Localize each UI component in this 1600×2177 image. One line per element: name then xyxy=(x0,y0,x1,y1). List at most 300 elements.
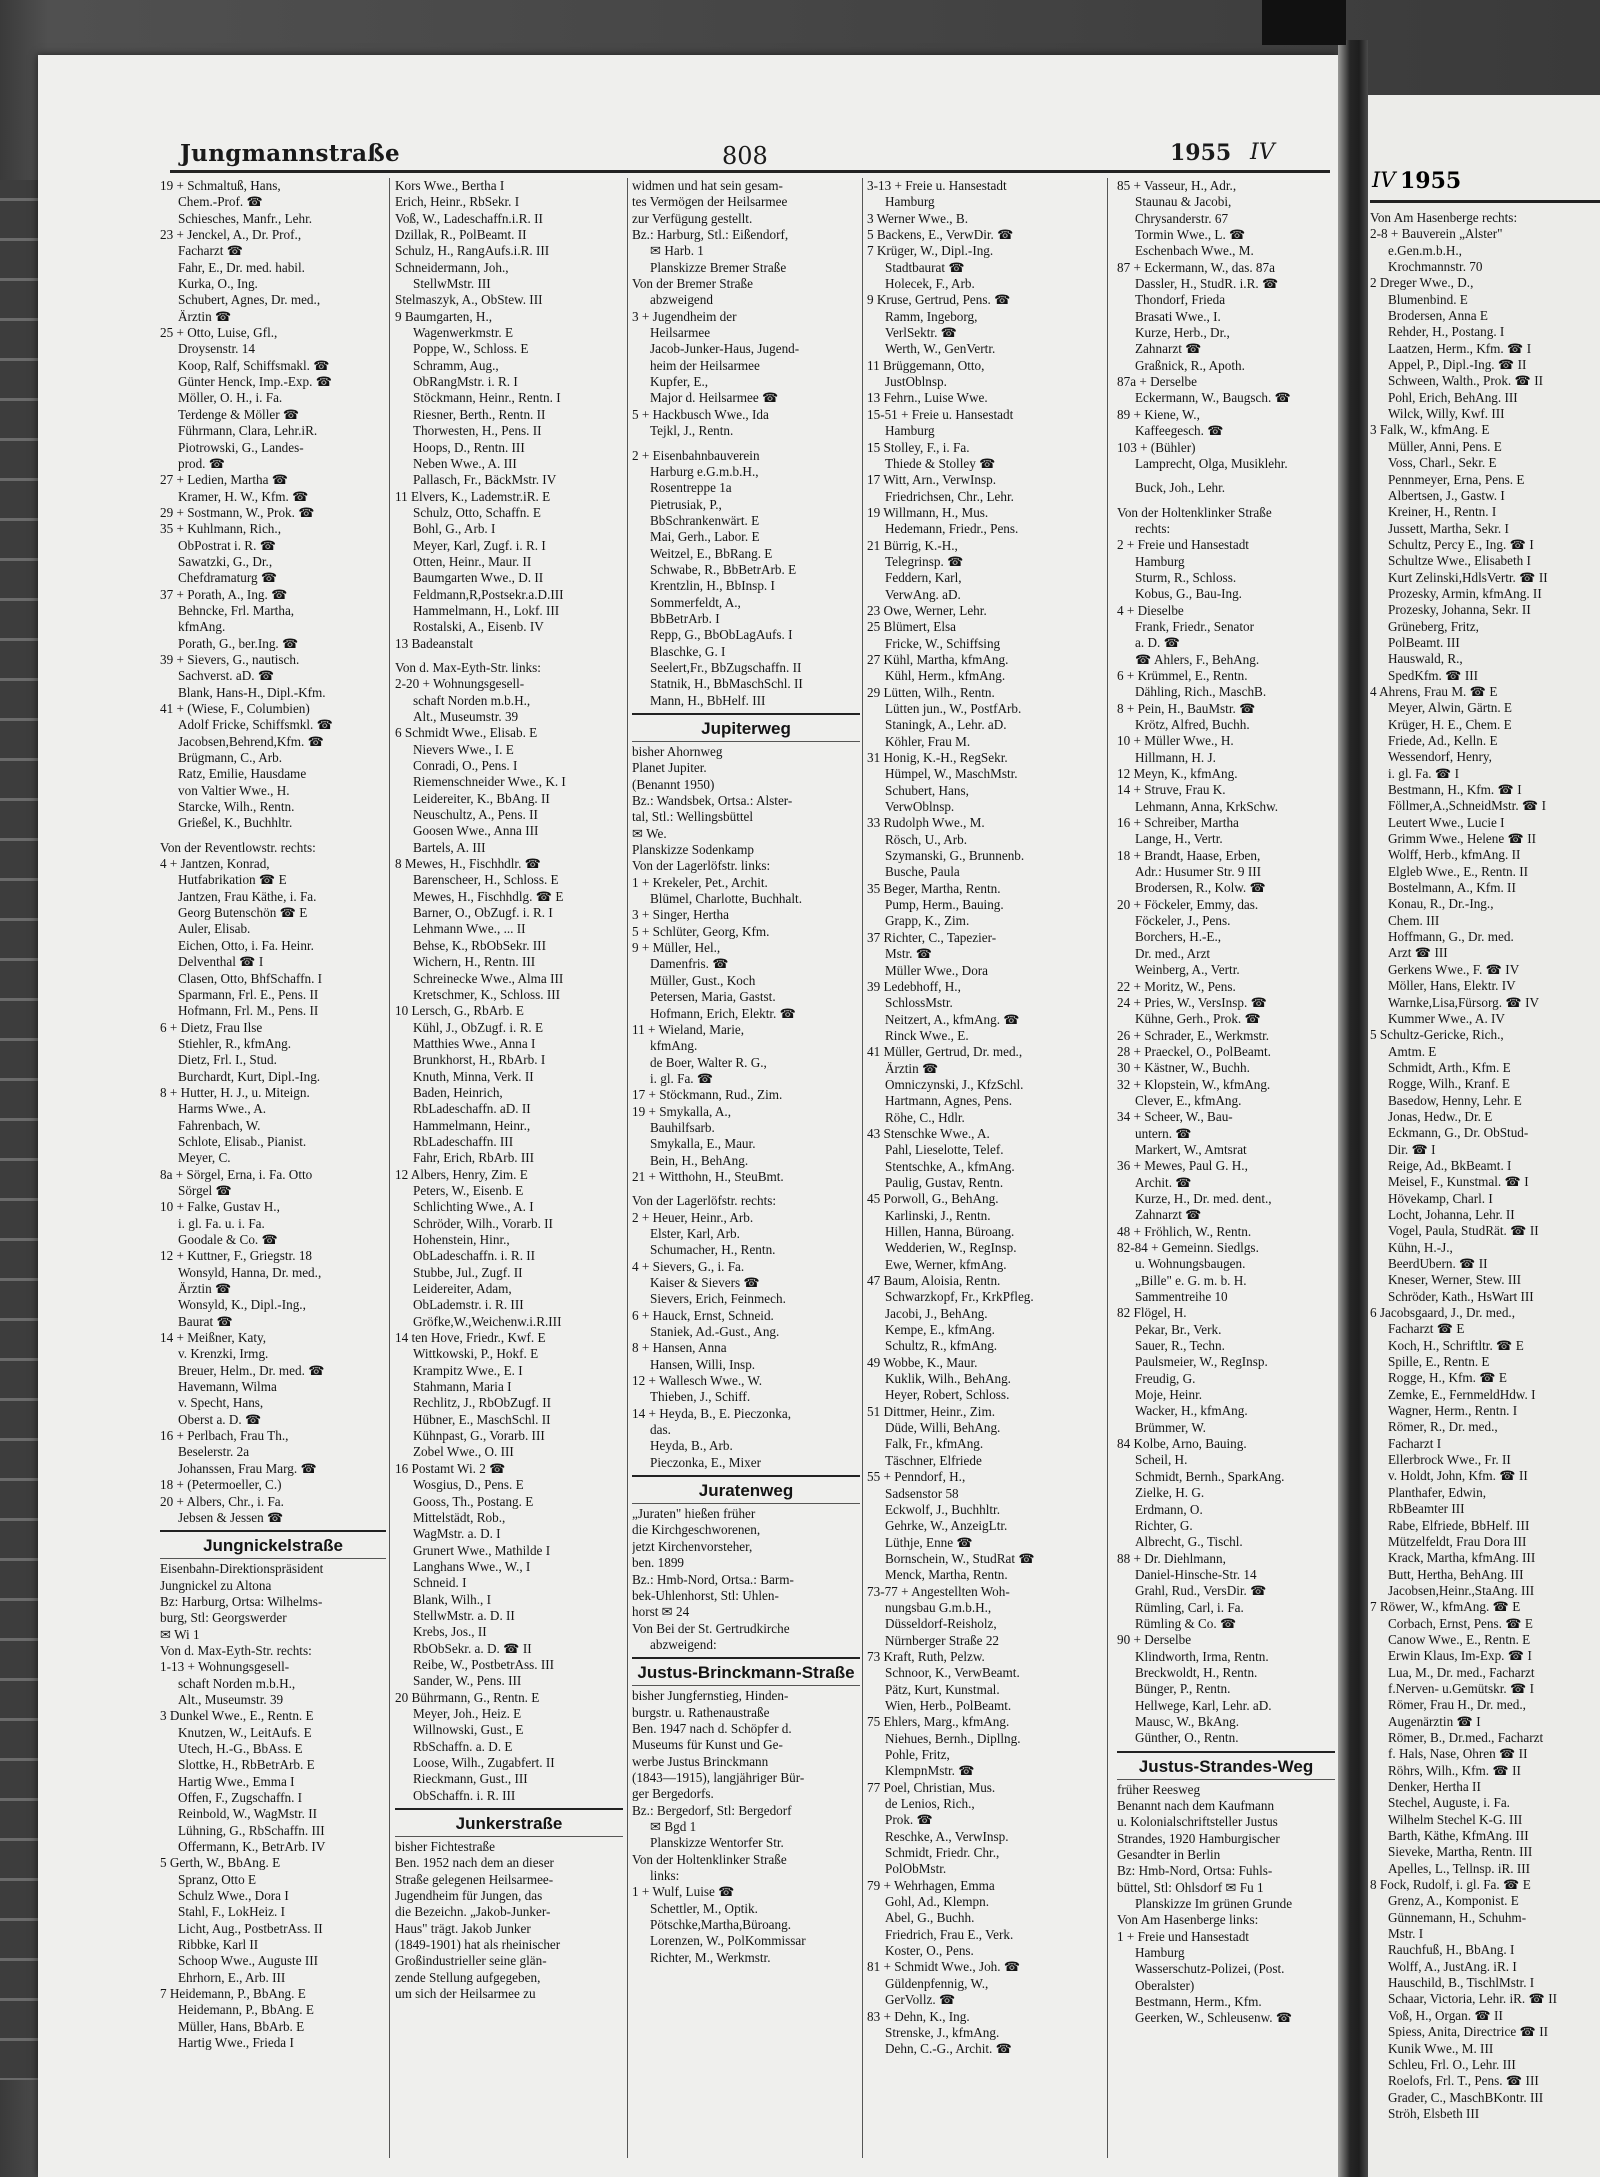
resident-entry: Möller, Hans, Elektr. IV xyxy=(1388,978,1516,994)
address-entry: 5 Gerth, W., BbAng. E xyxy=(160,1855,281,1871)
resident-entry: Schnoor, K., VerwBeamt. xyxy=(885,1665,1020,1681)
resident-entry: Röhe, C., Hdlr. xyxy=(885,1109,965,1125)
address-entry: Von der Bremer Straße xyxy=(632,276,753,292)
resident-entry: Bestmann, Herm., Kfm. xyxy=(1135,1994,1262,2010)
resident-entry: Sadsenstor 58 xyxy=(885,1485,959,1501)
resident-entry: BbBetrArb. I xyxy=(650,610,720,626)
address-entry: 26 + Schrader, E., Werkmstr. xyxy=(1117,1027,1270,1043)
resident-entry: Moje, Heinr. xyxy=(1135,1387,1203,1403)
resident-entry: abzweigend xyxy=(650,292,713,308)
resident-entry: Schlichting Wwe., A. I xyxy=(413,1199,534,1215)
resident-entry: Peters, W., Eisenb. E xyxy=(413,1182,524,1198)
directory-column-1 xyxy=(160,178,386,2153)
address-entry: Ben. 1952 nach dem an dieser xyxy=(395,1855,554,1871)
resident-entry: Mausc, W., BkAng. xyxy=(1135,1713,1240,1729)
resident-entry: Archit. ☎ xyxy=(1135,1174,1192,1190)
address-entry: 6 Schmidt Wwe., Elisab. E xyxy=(395,725,538,741)
resident-entry: Kramer, H. W., Kfm. ☎ xyxy=(178,488,309,504)
address-entry: 21 Bürrig, K.-H., xyxy=(867,537,958,553)
resident-entry: Gerkens Wwe., F. ☎ IV xyxy=(1388,961,1520,977)
resident-entry: Kummer Wwe., A. IV xyxy=(1388,1010,1505,1026)
address-entry: Dzillak, R., PolBeamt. II xyxy=(395,227,527,243)
resident-entry: Zemke, E., FernmeldHdw. I xyxy=(1388,1386,1536,1402)
resident-entry: Werth, W., GenVertr. xyxy=(885,341,996,357)
resident-entry: Ramm, Ingeborg, xyxy=(885,308,978,324)
resident-entry: Pekar, Br., Verk. xyxy=(1135,1321,1222,1337)
resident-entry: Rechlitz, J., RbObZugf. II xyxy=(413,1395,552,1411)
address-entry: 41 + (Wiese, F., Columbien) xyxy=(160,701,310,716)
resident-entry: Staunau & Jacobi, xyxy=(1135,194,1232,210)
address-entry: 10 + Falke, Gustav H., xyxy=(160,1199,280,1215)
resident-entry: Rosentreppe 1a xyxy=(650,480,732,496)
address-entry: Schulz, H., RangAufs.i.R. III xyxy=(395,243,550,259)
resident-entry: Johanssen, Frau Marg. ☎ xyxy=(178,1460,317,1476)
address-entry: 9 Baumgarten, H., xyxy=(395,308,493,324)
resident-entry: Pohl, Erich, BehAng. III xyxy=(1388,389,1518,405)
resident-entry: Kobus, G., Bau-Ing. xyxy=(1135,586,1242,602)
address-entry: Von d. Max-Eyth-Str. links: xyxy=(395,659,541,675)
resident-entry: Hohenstein, Hinr., xyxy=(413,1232,510,1247)
address-entry: 7 Krüger, W., Dipl.-Ing. xyxy=(867,243,994,259)
resident-entry: RbObSekr. a. D. ☎ II xyxy=(413,1640,532,1656)
resident-entry: Schlote, Elisab., Pianist. xyxy=(178,1133,307,1149)
address-entry: zende Stellung aufgegeben, xyxy=(395,1969,541,1985)
resident-entry: Rösch, U., Arb. xyxy=(885,831,968,847)
resident-entry: Dr. med., Arzt xyxy=(1135,945,1211,961)
address-entry: 5 + Schlüter, Georg, Kfm. xyxy=(632,923,770,939)
resident-entry: prod. ☎ xyxy=(178,455,226,471)
resident-entry: Jacobi, J., BehAng. xyxy=(885,1305,988,1321)
resident-entry: Schoop Wwe., Auguste III xyxy=(178,1953,319,1969)
address-entry: Von Am Hasenberge rechts: xyxy=(1370,210,1518,225)
address-entry: Straße gelegenen Heilsarmee- xyxy=(395,1871,554,1887)
resident-entry: Riemenschneider Wwe., K. I xyxy=(413,774,566,790)
resident-entry: Grießel, K., Buchhltr. xyxy=(178,815,293,831)
resident-entry: Strenske, J., kfmAng. xyxy=(885,2024,1000,2040)
address-entry: 48 + Fröhlich, W., Rentn. xyxy=(1117,1223,1252,1239)
address-entry: 14 + Meißner, Katy, xyxy=(160,1330,267,1346)
resident-entry: Kurka, O., Ing. xyxy=(178,276,258,292)
resident-entry: Erdmann, O. xyxy=(1135,1501,1203,1517)
directory-column-5 xyxy=(1117,178,1335,2153)
resident-entry: Ellerbrock Wwe., Fr. II xyxy=(1388,1452,1511,1468)
address-entry: 14 ten Hove, Friedr., Kwf. E xyxy=(395,1330,546,1346)
resident-entry: Konau, R., Dr.-Ing., xyxy=(1388,896,1494,912)
resident-entry: Georg Butenschön ☎ E xyxy=(178,905,308,921)
address-entry: burgstr. u. Rathenaustraße xyxy=(632,1704,770,1720)
resident-entry: Utech, H.-G., BbAss. E xyxy=(178,1740,303,1756)
resident-entry: Wosgius, D., Pens. E xyxy=(413,1477,524,1493)
address-entry: Voß, W., Ladeschaffn.i.R. II xyxy=(395,210,543,226)
resident-entry: BbSchrankenwärt. E xyxy=(650,512,760,528)
resident-entry: Schröder, Wilh., Vorarb. II xyxy=(413,1215,553,1231)
resident-entry: Stiehler, R., kfmAng. xyxy=(178,1035,292,1051)
resident-entry: Kneser, Werner, Stew. III xyxy=(1388,1272,1521,1288)
address-entry: 4 Ahrens, Frau M. ☎ E xyxy=(1370,683,1498,699)
resident-entry: Rieckmann, Gust., III xyxy=(413,1771,528,1787)
resident-entry: Hoffmann, G., Dr. med. xyxy=(1388,929,1514,945)
address-entry: 75 Ehlers, Marg., kfmAng. xyxy=(867,1714,1010,1730)
resident-entry: RbLadeschaffn. III xyxy=(413,1133,514,1149)
address-entry: 25 Blümert, Elsa xyxy=(867,619,957,635)
address-entry: 88 + Dr. Diehlmann, xyxy=(1117,1550,1226,1566)
address-entry: 37 + Porath, A., Ing. ☎ xyxy=(160,586,288,602)
resident-entry: ObRangMstr. i. R. I xyxy=(413,374,518,390)
resident-entry: Clever, E., kfmAng. xyxy=(1135,1092,1242,1108)
resident-entry: Conradi, O., Pens. I xyxy=(413,758,518,774)
address-entry: 18 + (Petermoeller, C.) xyxy=(160,1477,282,1493)
address-entry: 14 + Heyda, B., E. Pieczonka, xyxy=(632,1405,792,1421)
resident-entry: Goodale & Co. ☎ xyxy=(178,1232,278,1247)
resident-entry: Langhans Wwe., W., I xyxy=(413,1558,531,1574)
address-entry: tes Vermögen der Heilsarmee xyxy=(632,194,788,210)
resident-entry: SchlossMstr. xyxy=(885,995,953,1011)
resident-entry: Riesner, Berth., Rentn. II xyxy=(413,406,546,422)
resident-entry: v. Specht, Hans, xyxy=(178,1395,264,1411)
address-entry: 37 Richter, C., Tapezier- xyxy=(867,929,997,945)
resident-entry: Ärztin ☎ xyxy=(885,1060,939,1076)
resident-entry: Koch, H., Schriftltr. ☎ E xyxy=(1388,1337,1524,1353)
resident-entry: Lütten jun., W., PostfArb. xyxy=(885,701,1022,716)
address-entry: 18 + Brandt, Haase, Erben, xyxy=(1117,847,1261,863)
resident-entry: Ehrhorn, E., Arb. III xyxy=(178,1969,286,1985)
address-entry: Planet Jupiter. xyxy=(632,760,707,776)
address-entry: 31 Honig, K.-H., RegSekr. xyxy=(867,750,1008,766)
address-entry: 83 + Dehn, K., Ing. xyxy=(867,2008,970,2024)
address-entry: die Bezeichn. „Jakob-Junker- xyxy=(395,1904,551,1920)
street-heading: Jungnickelstraße xyxy=(160,1530,386,1559)
resident-entry: Meyer, C. xyxy=(178,1150,231,1166)
resident-entry: ObSchaffn. i. R. III xyxy=(413,1787,516,1803)
resident-entry: BeerdUbern. ☎ II xyxy=(1388,1256,1488,1271)
resident-entry: Heilsarmee xyxy=(650,325,711,341)
address-entry: 16 + Schreiber, Martha xyxy=(1117,815,1239,831)
resident-entry: Schultz, Percy E., Ing. ☎ I xyxy=(1388,536,1534,552)
address-entry: 25 + Otto, Luise, Gfl., xyxy=(160,325,278,341)
resident-entry: Kühl, Herm., kfmAng. xyxy=(885,668,1006,684)
address-entry: 19 + Smykalla, A., xyxy=(632,1103,732,1119)
resident-entry: Major d. Heilsarmee ☎ xyxy=(650,390,779,406)
address-entry: 8 Fock, Rudolf, i. gl. Fa. ☎ E xyxy=(1370,1877,1531,1893)
address-entry: 12 Meyn, K., kfmAng. xyxy=(1117,766,1238,782)
resident-entry: Schreinecke Wwe., Alma III xyxy=(413,970,564,986)
resident-entry: Amtm. E xyxy=(1388,1043,1437,1059)
resident-entry: Spille, E., Rentn. E xyxy=(1388,1354,1490,1370)
resident-entry: JustOblnsp. xyxy=(885,374,947,390)
resident-entry: KlempnMstr. ☎ xyxy=(885,1763,975,1779)
resident-entry: Ärztin ☎ xyxy=(178,1281,232,1297)
resident-entry: Kurt Zelinski,HdlsVertr. ☎ II xyxy=(1388,569,1548,585)
resident-entry: Pötschke,Martha,Büroang. xyxy=(650,1917,792,1933)
resident-entry: Facharzt ☎ xyxy=(178,243,244,259)
resident-entry: Chem.-Prof. ☎ xyxy=(178,194,263,210)
section-gap xyxy=(1117,472,1335,480)
resident-entry: Krack, Martha, kfmAng. III xyxy=(1388,1550,1536,1566)
resident-entry: Nievers Wwe., I. E xyxy=(413,741,514,757)
resident-entry: Weitzel, E., BbRang. E xyxy=(650,545,773,561)
resident-entry: Zahnarzt ☎ xyxy=(1135,1207,1202,1223)
section-gap xyxy=(395,652,623,660)
resident-entry: heim der Heilsarmee xyxy=(650,357,760,373)
resident-entry: GerVollz. ☎ xyxy=(885,1992,956,2008)
resident-entry: Adolf Fricke, Schiffsmkl. ☎ xyxy=(178,717,334,733)
resident-entry: Heidemann, P., BbAng. E xyxy=(178,2002,314,2018)
address-entry: Von der Holtenklinker Straße xyxy=(632,1851,787,1867)
address-entry: u. Kolonialschriftsteller Justus xyxy=(1117,1814,1278,1830)
resident-entry: Köhler, Frau M. xyxy=(885,733,971,749)
resident-entry: Bein, H., BehAng. xyxy=(650,1152,749,1168)
address-entry: 12 + Kuttner, F., Griegstr. 18 xyxy=(160,1248,313,1264)
address-entry: 79 + Wehrhagen, Emma xyxy=(867,1877,995,1893)
resident-entry: Rümling & Co. ☎ xyxy=(1135,1615,1237,1631)
resident-entry: Schmidt, Friedr. Chr., xyxy=(885,1845,1000,1861)
resident-entry: Planskizze Im grünen Grunde xyxy=(1135,1896,1293,1912)
address-entry: 4 + Sievers, G., i. Fa. xyxy=(632,1258,745,1274)
address-entry: 1-13 + Wohnungsgesell- xyxy=(160,1659,290,1675)
address-entry: 47 Baum, Aloisia, Rentn. xyxy=(867,1273,1001,1289)
resident-entry: Krüger, H. E., Chem. E xyxy=(1388,716,1512,732)
address-entry: 9 + Müller, Hel., xyxy=(632,940,721,956)
resident-entry: Schultze Wwe., Elisabeth I xyxy=(1388,553,1531,569)
address-entry: 11 Brüggemann, Otto, xyxy=(867,357,985,373)
address-entry: 3-13 + Freie u. Hansestadt xyxy=(867,178,1007,193)
resident-entry: Rostalski, A., Eisenb. IV xyxy=(413,619,544,635)
street-heading: Justus-Brinckmann-Straße xyxy=(632,1657,860,1686)
address-entry: tal, Stl.: Wellingsbüttel xyxy=(632,809,754,825)
resident-entry: Sturm, R., Schloss. xyxy=(1135,569,1237,585)
address-entry: werbe Justus Brinckmann xyxy=(632,1753,769,1769)
resident-entry: Zobel Wwe., O. III xyxy=(413,1444,514,1460)
address-entry: Von der Lagerlöfstr. links: xyxy=(632,858,771,874)
adjacent-page-edge xyxy=(0,180,38,2080)
address-entry: 15 Stolley, F., i. Fa. xyxy=(867,439,970,455)
resident-entry: Sawatzki, G., Dr., xyxy=(178,553,273,569)
resident-entry: Koop, Ralf, Schiffsmakl. ☎ xyxy=(178,357,330,373)
resident-entry: Slottke, H., RbBetrArb. E xyxy=(178,1757,315,1773)
resident-entry: Schulz Wwe., Dora I xyxy=(178,1888,289,1904)
resident-entry: ✉ Bgd 1 xyxy=(650,1818,697,1834)
resident-entry: Pahl, Lieselotte, Telef. xyxy=(885,1142,1004,1158)
resident-entry: Brunkhorst, H., RbArb. I xyxy=(413,1052,546,1068)
address-entry: 85 + Vasseur, H., Adr., xyxy=(1117,178,1237,193)
resident-entry: Rümling, Carl, i. Fa. xyxy=(1135,1599,1244,1615)
resident-entry: Wonsyld, Hanna, Dr. med., xyxy=(178,1264,322,1280)
resident-entry: Meisel, F., Kunstmal. ☎ I xyxy=(1388,1174,1529,1190)
resident-entry: Barner, O., ObZugf. i. R. I xyxy=(413,905,553,921)
resident-entry: Grüneberg, Fritz, xyxy=(1388,618,1479,634)
resident-entry: Brügmann, C., Arb. xyxy=(178,750,283,766)
resident-entry: Sörgel ☎ xyxy=(178,1182,232,1198)
address-entry: 2 + Freie und Hansestadt xyxy=(1117,537,1249,553)
address-entry: 73-77 + Angestellten Woh- xyxy=(867,1583,1010,1599)
address-entry: Bz.: Harburg, Stl.: Eißendorf, xyxy=(632,227,789,243)
resident-entry: rechts: xyxy=(1135,520,1171,536)
address-entry: 45 Porwoll, G., BehAng. xyxy=(867,1191,999,1207)
address-entry: Planskizze Sodenkamp xyxy=(632,842,754,858)
resident-entry: Menck, Martha, Rentn. xyxy=(885,1567,1008,1583)
address-entry: 21 + Witthohn, H., SteuBmt. xyxy=(632,1168,784,1184)
resident-entry: Jacobsen,Behrend,Kfm. ☎ xyxy=(178,733,325,749)
resident-entry: de Lenios, Rich., xyxy=(885,1796,975,1812)
resident-entry: Zielke, H. G. xyxy=(1135,1485,1205,1501)
directory-column-4 xyxy=(867,178,1095,2153)
resident-entry: Lehmann, Anna, KrkSchw. xyxy=(1135,798,1279,814)
address-entry: büttel, Stl: Ohlsdorf ✉ Fu 1 xyxy=(1117,1879,1264,1895)
resident-entry: Mann, H., BbHelf. III xyxy=(650,692,766,708)
address-entry: Ben. 1947 nach d. Schöpfer d. xyxy=(632,1720,792,1736)
resident-entry: Richter, G. xyxy=(1135,1517,1193,1533)
resident-entry: Sachverst. aD. ☎ xyxy=(178,668,275,684)
resident-entry: Behncke, Frl. Martha, xyxy=(178,602,295,618)
resident-entry: Wonsyld, K., Dipl.-Ing., xyxy=(178,1297,306,1313)
resident-entry: Corbach, Ernst, Pens. ☎ E xyxy=(1388,1615,1533,1631)
resident-entry: Römer, Frau H., Dr. med., xyxy=(1388,1697,1526,1713)
resident-entry: de Boer, Walter R. G., xyxy=(650,1054,767,1070)
resident-entry: Kupfer, E., xyxy=(650,374,709,390)
address-entry: 22 + Moritz, W., Pens. xyxy=(1117,978,1236,994)
resident-entry: Pietrusiak, P., xyxy=(650,496,722,512)
resident-entry: Kempe, E., kfmAng. xyxy=(885,1322,995,1338)
address-entry: 35 Beger, Martha, Rentn. xyxy=(867,880,1001,896)
resident-entry: Repp, G., BbObLagAufs. I xyxy=(650,627,793,643)
resident-entry: Feddern, Karl, xyxy=(885,570,962,586)
resident-entry: Prozesky, Johanna, Sekr. II xyxy=(1388,602,1531,618)
resident-entry: Wasserschutz-Polizei, (Post. xyxy=(1135,1961,1285,1977)
address-entry: 82 Flögel, H. xyxy=(1117,1305,1187,1321)
resident-entry: Appel, P., Dipl.-Ing. ☎ II xyxy=(1388,357,1527,373)
address-entry: 3 Werner Wwe., B. xyxy=(867,210,968,226)
address-entry: Von der Lagerlöfstr. rechts: xyxy=(632,1193,777,1209)
resident-entry: Müller Wwe., Dora xyxy=(885,962,989,978)
address-entry: Schneidermann, Joh., xyxy=(395,259,509,275)
resident-entry: Harburg e.G.m.b.H., xyxy=(650,463,759,479)
resident-entry: Karlinski, J., Rentn. xyxy=(885,1207,991,1223)
resident-entry: Breuer, Helm., Dr. med. ☎ xyxy=(178,1362,325,1378)
resident-entry: abzweigend: xyxy=(650,1636,717,1652)
resident-entry: Lorenzen, W., PolKommissar xyxy=(650,1933,806,1949)
resident-entry: Reschke, A., VerwInsp. xyxy=(885,1828,1009,1844)
resident-entry: Wagenwerkmstr. E xyxy=(413,325,514,341)
resident-entry: Hedemann, Friedr., Pens. xyxy=(885,521,1019,537)
address-entry: 11 Elvers, K., Lademstr.iR. E xyxy=(395,488,551,504)
resident-entry: Stadtbaurat ☎ xyxy=(885,259,965,275)
address-entry: 39 Ledebhoff, H., xyxy=(867,978,961,994)
address-entry: 29 + Sostmann, W., Prok. ☎ xyxy=(160,504,315,520)
resident-entry: Friedrich, Frau E., Verk. xyxy=(885,1926,1014,1942)
resident-entry: StellwMstr. III xyxy=(413,276,491,292)
resident-entry: Hoops, D., Rentn. III xyxy=(413,439,525,455)
resident-entry: Wacker, H., kfmAng. xyxy=(1135,1403,1248,1419)
resident-entry: Eckermann, W., Baugsch. ☎ xyxy=(1135,390,1291,406)
resident-entry: Grahl, Rud., VersDir. ☎ xyxy=(1135,1583,1267,1599)
address-entry: (1843—1915), langjähriger Bür- xyxy=(632,1769,805,1785)
resident-entry: Neitzert, A., kfmAng. ☎ xyxy=(885,1011,1020,1027)
resident-entry: Wessendorf, Henry, xyxy=(1388,749,1492,765)
address-entry: Strandes, 1920 Hamburgischer xyxy=(1117,1830,1280,1846)
resident-entry: Alt., Museumstr. 39 xyxy=(178,1691,284,1707)
resident-entry: WagMstr. a. D. I xyxy=(413,1526,501,1542)
resident-entry: Otten, Heinr., Maur. II xyxy=(413,553,532,569)
resident-entry: Föllmer,A.,SchneidMstr. ☎ I xyxy=(1388,798,1547,814)
resident-entry: Hammelmann, Heinr., xyxy=(413,1117,531,1133)
address-entry: 23 Owe, Werner, Lehr. xyxy=(867,602,987,618)
scan-corner-marker xyxy=(1262,0,1346,45)
resident-entry: Thiede & Stolley ☎ xyxy=(885,455,996,471)
resident-entry: Rogge, Wilh., Kranf. E xyxy=(1388,1076,1510,1092)
address-entry: 16 Postamt Wi. 2 ☎ xyxy=(395,1460,506,1476)
column-divider xyxy=(389,178,390,2158)
resident-entry: Krampitz Wwe., E. I xyxy=(413,1362,523,1378)
address-entry: 8 + Pein, H., BauMstr. ☎ xyxy=(1117,700,1256,716)
resident-entry: Brodersen, Anna E xyxy=(1388,308,1488,324)
resident-entry: Brümmer, W. xyxy=(1135,1419,1206,1435)
address-entry: 11 + Wieland, Marie, xyxy=(632,1021,745,1037)
resident-entry: Schubert, Hans, xyxy=(885,782,969,798)
street-heading: Jupiterweg xyxy=(632,713,860,742)
resident-entry: ✉ Harb. 1 xyxy=(650,243,704,259)
address-entry: 12 Albers, Henry, Zim. E xyxy=(395,1166,528,1182)
resident-entry: Weinberg, A., Vertr. xyxy=(1135,962,1240,978)
address-entry: Benannt nach dem Kaufmann xyxy=(1117,1798,1275,1813)
resident-entry: Güldenpfennig, W., xyxy=(885,1975,989,1991)
resident-entry: Sievers, Erich, Feinmech. xyxy=(650,1291,786,1307)
resident-entry: Starcke, Wilh., Rentn. xyxy=(178,799,295,815)
resident-entry: Stahmann, Maria I xyxy=(413,1379,512,1395)
resident-entry: Baden, Heinrich, xyxy=(413,1084,503,1100)
resident-entry: Albertsen, J., Gastw. I xyxy=(1388,487,1505,503)
resident-entry: Tormin Wwe., L. ☎ xyxy=(1135,227,1246,243)
resident-entry: Stentschke, A., kfmAng. xyxy=(885,1158,1015,1174)
resident-entry: Behse, K., RbObSekr. III xyxy=(413,937,546,953)
resident-entry: Havemann, Wilma xyxy=(178,1379,277,1395)
resident-entry: Lehmann Wwe., ... II xyxy=(413,921,526,937)
address-entry: 20 + Föckeler, Emmy, das. xyxy=(1117,896,1259,912)
street-heading: Juratenweg xyxy=(632,1475,860,1504)
address-entry: 49 Wobbe, K., Maur. xyxy=(867,1354,978,1370)
resident-entry: v. Krenzki, Irmg. xyxy=(178,1346,269,1362)
resident-entry: „Bille" e. G. m. b. H. xyxy=(1135,1272,1247,1288)
address-entry: 10 + Müller Wwe., H. xyxy=(1117,733,1234,749)
resident-entry: Lühning, G., RbSchaffn. III xyxy=(178,1822,325,1838)
resident-entry: Hansen, Willi, Insp. xyxy=(650,1356,756,1372)
address-entry: bisher Ahornweg xyxy=(632,744,723,759)
resident-entry: Kaiser & Sievers ☎ xyxy=(650,1275,760,1290)
resident-entry: Bohl, G., Arb. I xyxy=(413,521,496,537)
resident-entry: Elster, Karl, Arb. xyxy=(650,1225,740,1241)
resident-entry: Blumenbind. E xyxy=(1388,291,1468,307)
resident-entry: Stahl, F., LokHeiz. I xyxy=(178,1904,285,1920)
address-entry: 39 + Sievers, G., nautisch. xyxy=(160,651,300,667)
resident-entry: Zahnarzt ☎ xyxy=(1135,341,1202,357)
resident-entry: Hauschild, B., TischlMstr. I xyxy=(1388,1975,1535,1991)
resident-entry: Beselerstr. 2a xyxy=(178,1444,250,1460)
running-head-street: Jungmannstraße xyxy=(180,140,400,167)
resident-entry: Neben Wwe., A. III xyxy=(413,455,517,471)
resident-entry: Hamburg xyxy=(1135,553,1185,569)
resident-entry: Oberalster) xyxy=(1135,1977,1195,1993)
resident-entry: Sander, W., Pens. III xyxy=(413,1673,522,1689)
resident-entry: Hartmann, Agnes, Pens. xyxy=(885,1093,1013,1109)
resident-entry: Heyda, B., Arb. xyxy=(650,1438,733,1454)
resident-entry: Ewe, Werner, kfmAng. xyxy=(885,1256,1007,1272)
resident-entry: Freudig, G. xyxy=(1135,1370,1196,1386)
resident-entry: Müller, Anni, Pens. E xyxy=(1388,438,1502,454)
resident-entry: Dähling, Rich., MaschB. xyxy=(1135,684,1267,700)
resident-entry: Schramm, Aug., xyxy=(413,357,499,373)
address-entry: 1 + Freie und Hansestadt xyxy=(1117,1928,1249,1944)
resident-entry: Schleu, Frl. O., Lehr. III xyxy=(1388,2056,1516,2072)
resident-entry: Bestmann, H., Kfm. ☎ I xyxy=(1388,782,1522,798)
